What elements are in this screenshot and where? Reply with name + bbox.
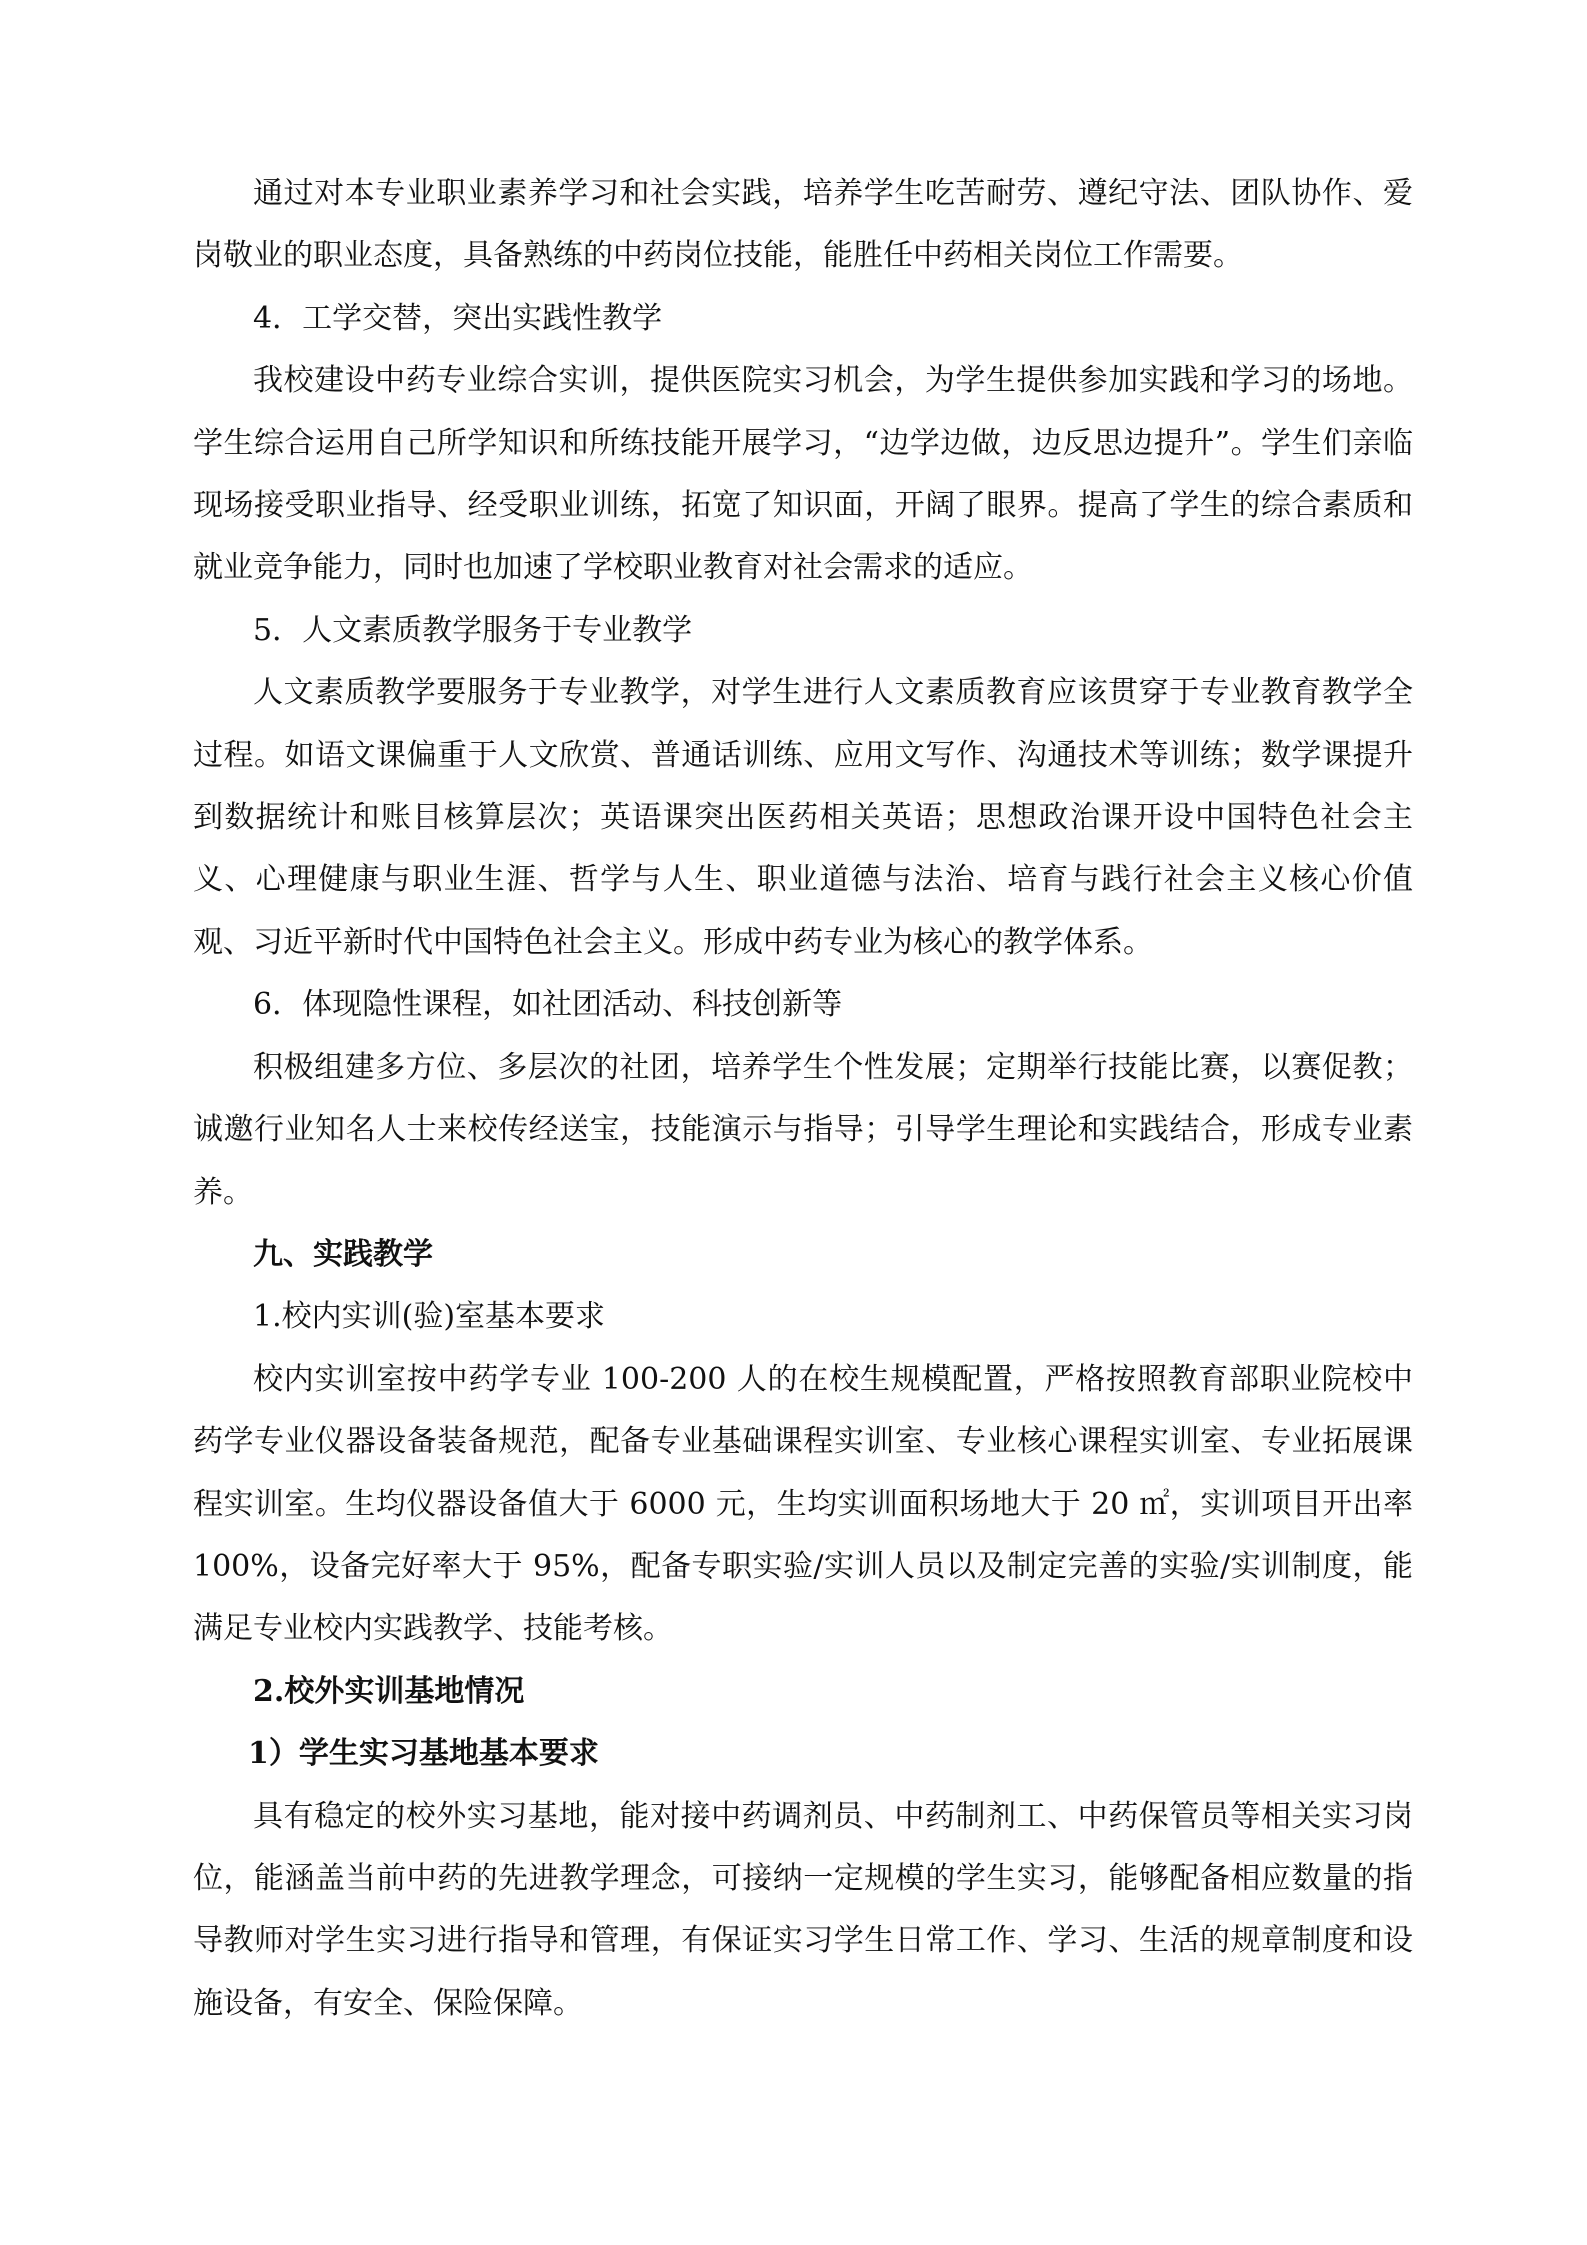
- document-page: [193, 163, 1413, 2035]
- paragraph-clubs-activities: 积极组建多方位、多层次的社团，培养学生个性发展；定期举行技能比赛，以赛促教；诚邀行业知名人士来校传经送宝，技能演示与指导；引导学生理论和实践结合，形成专业素养。: [193, 1049, 1413, 1210]
- heading-off-campus-base: 2.校外实训基地情况: [253, 1673, 525, 1709]
- heading-work-study-alternation: 4．工学交替，突出实践性教学: [253, 300, 663, 336]
- heading-humanities-teaching: 5．人文素质教学服务于专业教学: [253, 612, 693, 648]
- heading-hidden-curriculum: 6．体现隐性课程，如社团活动、科技创新等: [253, 987, 843, 1023]
- paragraph-internship-base: 具有稳定的校外实习基地，能对接中药调剂员、中药制剂工、中药保管员等相关实习岗位，能涵盖当前中药的先进教学理念，可接纳一定规模的学生实习，能够配备相应数量的指导教师对学生实习进行指导和管理，有保证实习学生日常工作、学习、生活的规章制度和设施设备，有安全、保险保障。: [193, 1798, 1413, 2021]
- heading-on-campus-lab-requirements: 1.校内实训(验)室基本要求: [253, 1299, 606, 1335]
- paragraph-comprehensive-training: 我校建设中药专业综合实训，提供医院实习机会，为学生提供参加实践和学习的场地。学生综合运用自己所学知识和所练技能开展学习，“边学边做，边反思边提升”。学生们亲临现场接受职业指导、经受职业训练，拓宽了知识面，开阔了眼界。提高了学生的综合素质和就业竞争能力，同时也加速了学校职业教育对社会需求的适应。: [193, 363, 1413, 586]
- paragraph-humanities-teaching: 人文素质教学要服务于专业教学，对学生进行人文素质教育应该贯穿于专业教育教学全过程。如语文课偏重于人文欣赏、普通话训练、应用文写作、沟通技术等训练；数学课提升到数据统计和账目核算层次；英语课突出医药相关英语；思想政治课开设中国特色社会主义、心理健康与职业生涯、哲学与人生、职业道德与法治、培育与践行社会主义核心价值观、习近平新时代中国特色社会主义。形成中药专业为核心的教学体系。: [193, 675, 1413, 960]
- section-heading-practical-teaching: 九、实践教学: [253, 1236, 433, 1272]
- paragraph-professional-literacy: 通过对本专业职业素养学习和社会实践，培养学生吃苦耐劳、遵纪守法、团队协作、爱岗敬业的职业态度，具备熟练的中药岗位技能，能胜任中药相关岗位工作需要。: [193, 176, 1413, 274]
- heading-internship-base-requirements: 1）学生实习基地基本要求: [248, 1736, 599, 1772]
- paragraph-on-campus-lab: 校内实训室按中药学专业 100-200 人的在校生规模配置，严格按照教育部职业院校中药学专业仪器设备装备规范，配备专业基础课程实训室、专业核心课程实训室、专业拓展课程实训室。生均仪器设备值大于 6000 元，生均实训面积场地大于 20 ㎡，实训项目开出率 100%，设备完好率大于 95%，配备专职实验/实训人员以及制定完善的实验/实训制度，能满足专业校内实践教学、技能考核。: [193, 1361, 1413, 1647]
